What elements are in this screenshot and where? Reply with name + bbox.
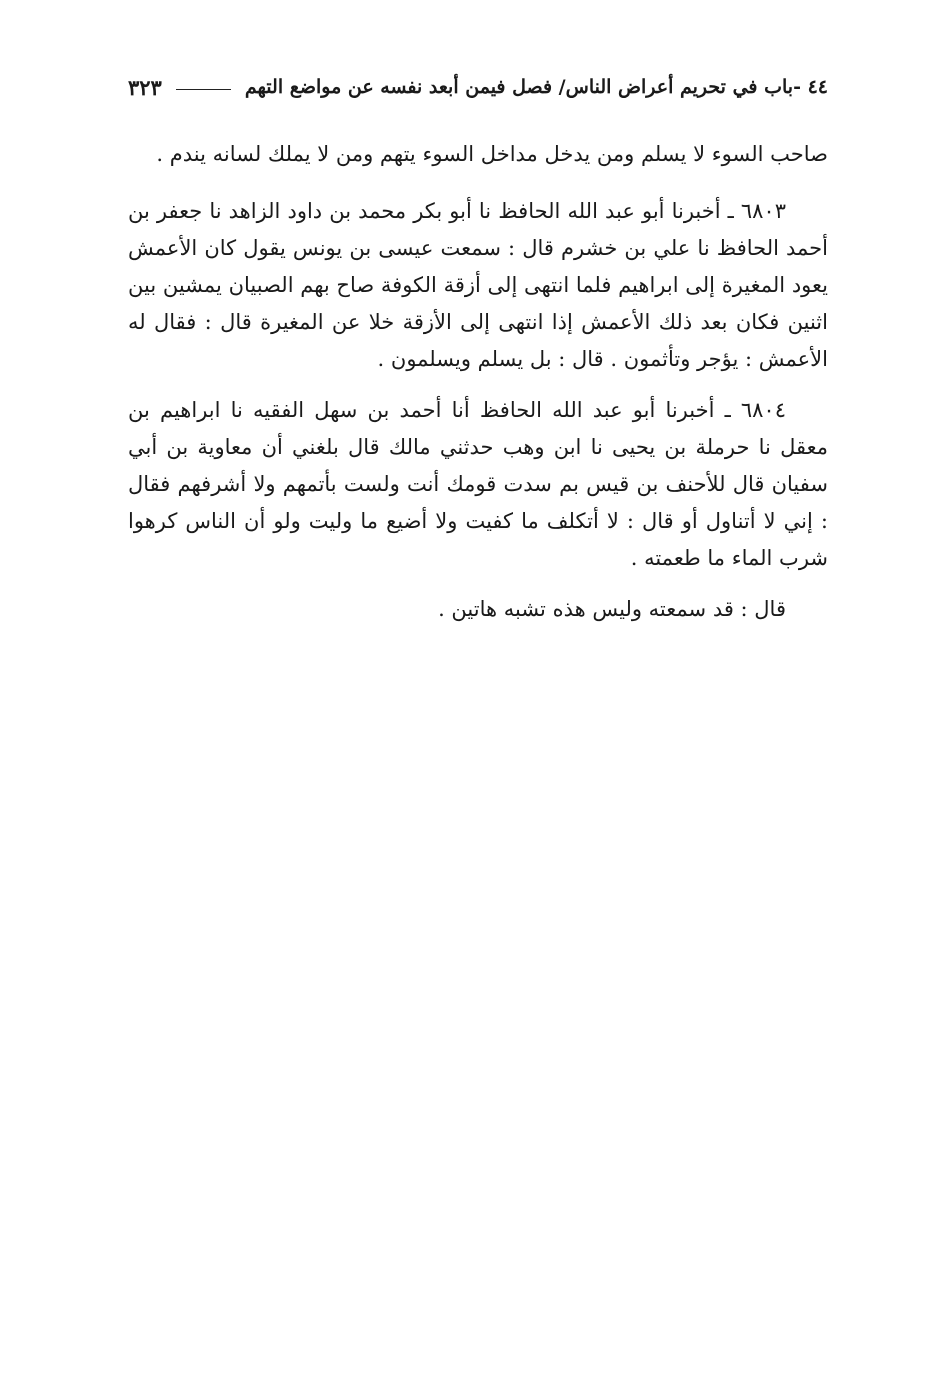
hadith-6804: ٦٨٠٤ ـ أخبرنا أبو عبد الله الحافظ أنا أحمد بن سهل الفقيه نا ابراهيم بن معقل نا حرملة بن يحيى نا ابن وهب حدثني مالك قال بلغني أن معاوية بن أبي سفيان قال للأحنف بن قيس بم سدت قومك أنت ولست بأتمهم ولا أشرفهم فقال : إني لا أتناول أو قال : لا أتكلف ما كفيت ولا أضيع ما وليت ولو أن الناس كرهوا شرب الماء ما طعمته . [128,398,828,570]
chapter-title: ٤٤ -باب في تحريم أعراض الناس/ فصل فيمن أبعد نفسه عن مواضع التهم [244,76,828,98]
book-page [128,70,828,642]
header-rule [176,89,231,90]
page-number: ٣٢٣ [128,74,162,100]
body-text [128,136,828,628]
closing-remark: قال : قد سمعته وليس هذه تشبه هاتين . [438,597,786,621]
hadith-6803: ٦٨٠٣ ـ أخبرنا أبو عبد الله الحافظ نا أبو بكر محمد بن داود الزاهد نا جعفر بن أحمد الحافظ نا علي بن خشرم قال : سمعت عيسى بن يونس يقول كان الأعمش يعود المغيرة إلى ابراهيم فلما انتهى إلى أزقة الكوفة صاح بهم الصبيان يمشين بين اثنين فكان بعد ذلك الأعمش إذا انتهى إلى الأزقة خلا عن المغيرة قال : فقال له الأعمش : يؤجر وتأثمون . قال : بل يسلم ويسلمون . [128,199,828,371]
running-header [128,70,828,104]
continuation-paragraph: صاحب السوء لا يسلم ومن يدخل مداخل السوء يتهم ومن لا يملك لسانه يندم . [156,142,828,166]
